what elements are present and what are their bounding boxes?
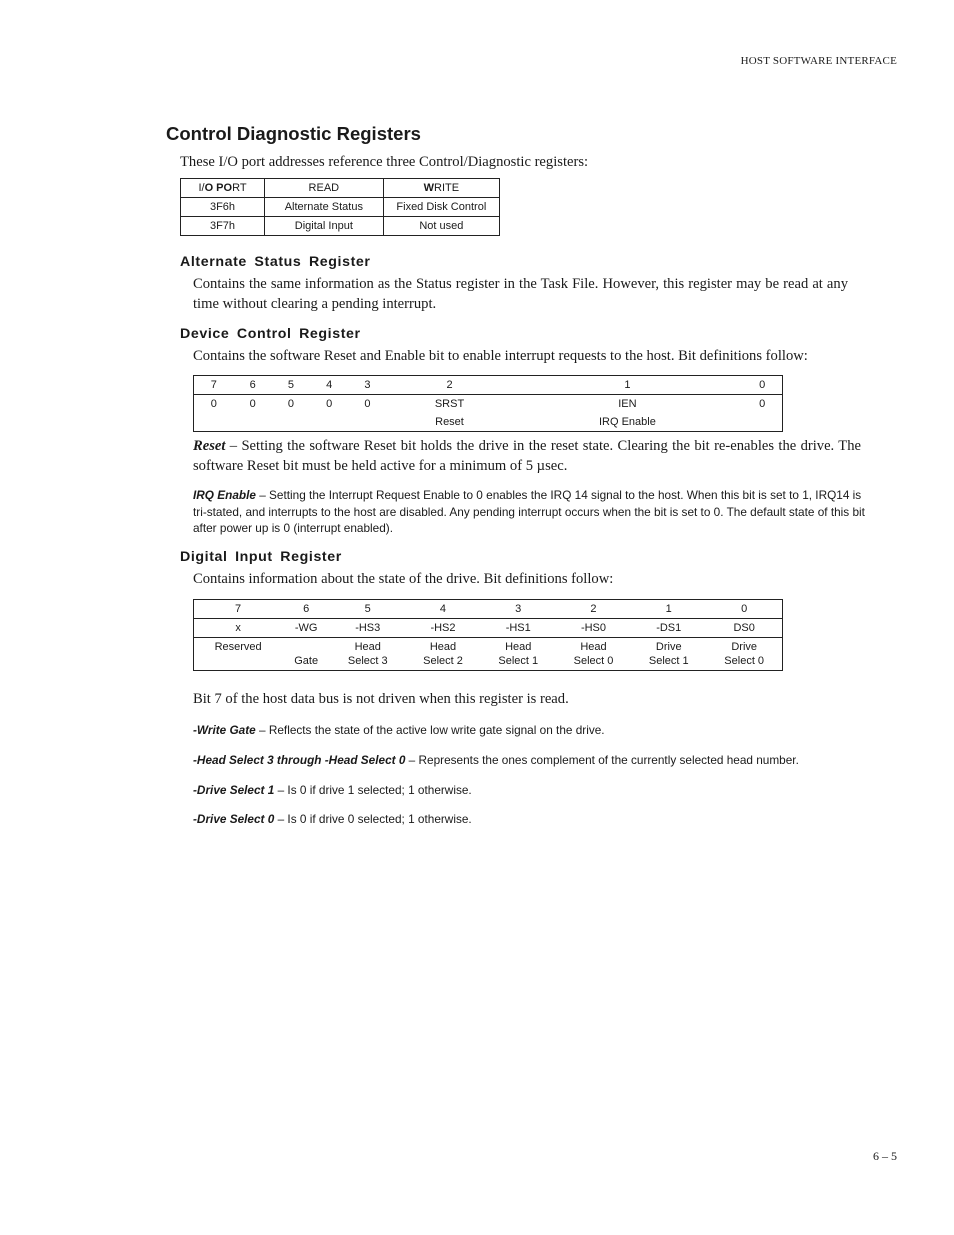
bit-description: [706, 638, 782, 671]
note-text: – Is 0 if drive 1 selected; 1 otherwise.: [274, 783, 472, 797]
bit-value: SRST: [434, 398, 465, 410]
bit-description-line: Drive: [655, 641, 682, 653]
table-cell: 3F6h: [181, 198, 265, 217]
bit-value: -HS3: [330, 619, 405, 638]
note-term: -Drive Select 0: [193, 812, 275, 826]
bit-number: 5: [330, 600, 405, 619]
bit-value: 0: [210, 398, 217, 410]
bit-value: 0: [759, 398, 766, 410]
bit-description-line: Select 0: [724, 655, 765, 667]
bit-description-line: Gate: [294, 655, 319, 667]
bit-value-row: [194, 619, 783, 638]
bit-description: [194, 638, 283, 671]
io-header-port: I/O PORT: [181, 179, 265, 198]
bit-number: 3: [481, 600, 556, 619]
page-number: 6 – 5: [873, 1149, 897, 1163]
reset-description: [193, 437, 861, 476]
bit-value: -HS0: [556, 619, 631, 638]
io-port-table: [180, 178, 500, 236]
bit-description-line: Select 1: [648, 655, 689, 667]
bit-description-line: Head: [580, 641, 607, 653]
alternate-status-text: Contains the same information as the Status register in the Task File. However, this register may be read at any time without clearing a pending interrupt.: [193, 276, 848, 312]
table-cell: Alternate Status: [264, 198, 383, 217]
digital-input-bit-table: [193, 599, 783, 671]
bit-number-row: [194, 600, 783, 619]
intro-text: These I/O port addresses reference three Control/Diagnostic registers:: [180, 154, 589, 170]
bit-number: 4: [405, 600, 480, 619]
bit-value: IEN: [618, 398, 637, 410]
bit-value: x: [194, 619, 283, 638]
bit-value-row: [194, 395, 783, 414]
bit7-text: Bit 7 of the host data bus is not driven when this register is read.: [193, 691, 569, 707]
digital-input-heading: Digital Input Register: [180, 549, 342, 565]
bit-number-row: [194, 376, 783, 395]
drive-select-0-note: [193, 811, 873, 828]
bit-description-line: Reserved: [214, 641, 262, 653]
note-term: -Drive Select 1: [193, 783, 275, 797]
bit-description: [556, 638, 631, 671]
bit-description-line: Select 0: [573, 655, 614, 667]
alternate-status-heading: Alternate Status Register: [180, 254, 371, 270]
bit-value: -HS2: [405, 619, 480, 638]
bit-description: [631, 638, 706, 671]
page-title: Control Diagnostic Registers: [166, 123, 421, 144]
write-gate-note: [193, 722, 873, 739]
bit-description: [405, 638, 480, 671]
bit-description-line: Head: [505, 641, 532, 653]
note-text: – Reflects the state of the active low write gate signal on the drive.: [255, 723, 605, 737]
bit-value: 0: [287, 398, 295, 410]
bit-value: 0: [326, 398, 333, 410]
bit-number: 4: [310, 376, 348, 395]
bit-description: [310, 413, 348, 432]
bit-value: -DS1: [631, 619, 706, 638]
io-header-read: READ: [264, 179, 383, 198]
bit-value: 0: [364, 398, 371, 410]
bit-description: [742, 413, 782, 432]
bit-description-line: Head: [429, 641, 457, 653]
bit-number: 7: [194, 600, 283, 619]
bit-number: 2: [387, 376, 513, 395]
bit-description-line: Select 2: [423, 655, 463, 667]
bit-description-row: [194, 638, 783, 671]
table-cell: 3F7h: [181, 217, 265, 236]
irq-enable-description: [193, 487, 869, 537]
bit-description: [348, 413, 386, 432]
bit-description: [272, 413, 310, 432]
bit-description: [481, 638, 556, 671]
io-header-write: WRITE: [383, 179, 499, 198]
bit-number: 0: [706, 600, 782, 619]
bit-number: 6: [234, 376, 272, 395]
head-select-note: [193, 752, 873, 769]
table-row: [181, 217, 500, 236]
irq-enable-term: IRQ Enable: [193, 488, 256, 502]
note-text: – Is 0 if drive 0 selected; 1 otherwise.: [274, 812, 472, 826]
bit-number: 1: [512, 376, 742, 395]
reset-text: – Setting the software Reset bit holds the drive in the reset state. Clearing the bit re-enables the drive. The software Reset bit must be held active for a minimum of 5 µsec.: [193, 438, 861, 474]
bit-description-line: Head: [354, 641, 381, 653]
reset-term: Reset: [193, 438, 226, 454]
note-term: -Head Select 3 through -Head Select 0: [193, 753, 406, 767]
bit-number: 0: [742, 376, 782, 395]
device-control-text: Contains the software Reset and Enable bit to enable interrupt requests to the host. Bit definitions follow:: [193, 348, 808, 364]
bit-description: [194, 413, 234, 432]
bit-number: 5: [272, 376, 310, 395]
drive-select-1-note: [193, 782, 873, 799]
bit-description: [330, 638, 405, 671]
running-header: HOST SOFTWARE INTERFACE: [740, 55, 897, 67]
device-control-heading: Device Control Register: [180, 326, 361, 342]
bit-number: 7: [194, 376, 234, 395]
note-term: -Write Gate: [193, 723, 256, 737]
table-cell: Digital Input: [264, 217, 383, 236]
bit-description-line: Drive: [731, 641, 758, 653]
digital-input-text: Contains information about the state of the drive. Bit definitions follow:: [193, 571, 614, 587]
bit-description: [282, 638, 330, 671]
bit-number: 1: [631, 600, 706, 619]
bit-number: 3: [348, 376, 386, 395]
bit-description: Reset: [435, 416, 464, 428]
table-cell: Fixed Disk Control: [383, 198, 499, 217]
bit-description-row: [194, 413, 783, 432]
bit-value: -HS1: [481, 619, 556, 638]
bit-number: 6: [282, 600, 330, 619]
bit-value: -WG: [282, 619, 330, 638]
table-cell: Not used: [383, 217, 499, 236]
bit-number: 2: [556, 600, 631, 619]
io-table-header-row: [181, 179, 500, 198]
irq-enable-text: – Setting the Interrupt Request Enable to 0 enables the IRQ 14 signal to the host. When this bit is set to 1, IRQ14 is tri-stated, and interrupts to the host are disabled. Any pending interrupt occurs when the bit is set to 0. The default state of this bit after power up is 0 (interrupt enabled).: [193, 488, 865, 535]
bit-value: DS0: [706, 619, 782, 638]
bit-description-line: Select 1: [498, 655, 539, 667]
bit-description: [234, 413, 272, 432]
bit-description-line: Select 3: [347, 655, 388, 667]
bit-description: IRQ Enable: [598, 416, 656, 428]
table-row: [181, 198, 500, 217]
bit-value: 0: [249, 398, 256, 410]
note-text: – Represents the ones complement of the currently selected head number.: [405, 753, 799, 767]
device-control-bit-table: [193, 375, 783, 432]
